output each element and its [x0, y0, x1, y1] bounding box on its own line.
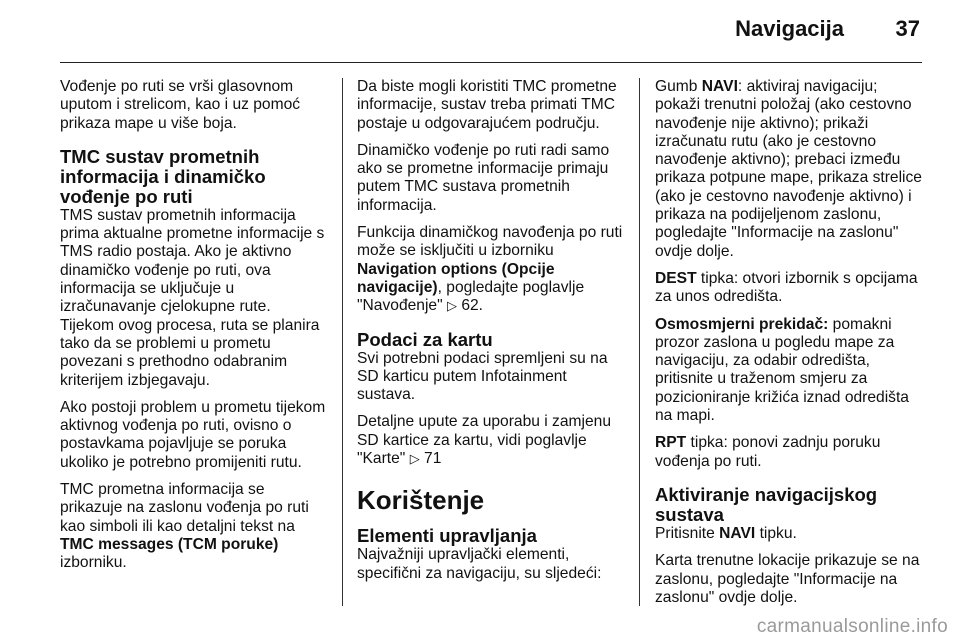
paragraph: Vođenje po ruti se vrši glasovnom uputom i strelicom, kao i uz pomoć prikaza mape u više boja. [60, 78, 301, 132]
paragraph [357, 413, 625, 468]
text: Gumb [655, 78, 702, 95]
text: Pritisnite [655, 524, 720, 542]
text: : aktiviraj navigaciju; pokaži trenutni položaj (ako cestovno navođenje nije aktivno); prikaži izračunatu rutu (ako je cestovno navođenje aktivno); prebaci između prikaza potpune mape, prikaza strelice (ako je cestovno navođenje aktivno) i prikaza na podijeljenom zaslonu, pogledajte "Informacije na zaslonu" ovdje dolje. [655, 78, 922, 260]
paragraph: Da biste mogli koristiti TMC prometne informacije, sustav treba primati TMC postaje u odgovarajućem području. [357, 78, 617, 132]
section-heading-tmc: TMC sustav prometnih informacija i dinamičko vođenje po ruti [60, 145, 266, 207]
paragraph [655, 525, 925, 543]
page-reference-icon: ▷ [409, 451, 420, 467]
section-heading-elementi: Elementi upravljanja [357, 525, 537, 547]
button-name: NAVI [701, 78, 738, 95]
section-heading-podaci: Podaci za kartu [357, 328, 493, 350]
page-reference: 71 [424, 450, 442, 468]
paragraph [655, 78, 925, 261]
text: TMC prometna informacija se prikazuje na zaslonu vođenja po ruti kao simboli ili kao detaljni tekst na [60, 481, 309, 535]
text: izborniku. [60, 554, 127, 572]
paragraph: Karta trenutne lokacije prikazuje se na zaslonu, pogledajte "Informacije na zaslonu" ovdje dolje. [655, 552, 920, 606]
text: tipku. [755, 524, 797, 542]
paragraph: Ako postoji problem u prometu tijekom aktivnog vođenja po ruti, ovisno o postavkama pojavljuje se poruka ukoliko je potrebno promijeniti rutu. [60, 398, 326, 471]
watermark: carmanualsonline.info [756, 616, 948, 637]
menu-name: TMC messages (TCM poruke) [60, 535, 279, 553]
page-header [60, 0, 922, 63]
column-1 [60, 78, 328, 582]
button-name: NAVI [719, 524, 756, 542]
text: Funkcija dinamičkog navođenja po ruti može se isključiti u izborniku [357, 224, 623, 260]
control-name: Osmosmjerni prekidač: [655, 315, 829, 333]
text: tipka: ponovi zadnju poruku vođenja po ruti. [655, 434, 881, 470]
text: , pogledajte poglavlje "Navođenje" [357, 278, 585, 315]
paragraph: Svi potrebni podaci spremljeni su na SD karticu putem Infotainment sustava. [357, 349, 608, 404]
page-reference: 62. [461, 297, 483, 315]
column-3 [655, 78, 925, 616]
text: tipka: otvori izbornik s opcijama za unos odredišta. [655, 269, 918, 306]
text: pomakni prozor zaslona u pogledu mape za navigaciju, za odabir odredišta, pritisnite u traženom smjeru za pozicioniranje križića iznad odredišta na mapi. [655, 315, 909, 425]
chapter-heading-koristenje: Korištenje [357, 485, 485, 516]
button-name: RPT [655, 434, 687, 452]
menu-name: Navigation options (Opcije navigacije) [357, 260, 555, 296]
paragraph [655, 270, 925, 307]
paragraph [60, 481, 328, 572]
page-number: 37 [895, 16, 920, 41]
column-divider [342, 78, 343, 606]
paragraph: Dinamičko vođenje po ruti radi samo ako se prometne informacije primaju putem TMC sustava prometnih informacija. [357, 141, 610, 214]
paragraph [655, 434, 925, 471]
paragraph: Najvažniji upravljački elementi, specifični za navigaciju, su sljedeći: [357, 546, 602, 582]
page-title: Navigacija [735, 16, 844, 41]
section-heading-aktiviranje: Aktiviranje navigacijskog sustava [655, 483, 878, 525]
button-name: DEST [655, 269, 697, 287]
column-divider [639, 78, 640, 606]
paragraph [655, 316, 925, 426]
paragraph: TMS sustav prometnih informacija prima aktualne prometne informacije s TMS radio postaja. Ako je aktivno dinamičko vođenje po ruti, ova informacija se uključuje u izračunavanje cjelokupne rute. Tijekom ovog procesa, ruta se planira tako da se problemi u prometu povezani s prethodno odabranim kriterijem izbjegavaju. [60, 206, 325, 389]
text: Detaljne upute za uporabu i zamjenu SD kartice za kartu, vidi poglavlje "Karte" [357, 413, 611, 468]
paragraph [357, 224, 625, 315]
page-reference-icon: ▷ [446, 298, 457, 314]
column-2 [357, 78, 625, 592]
